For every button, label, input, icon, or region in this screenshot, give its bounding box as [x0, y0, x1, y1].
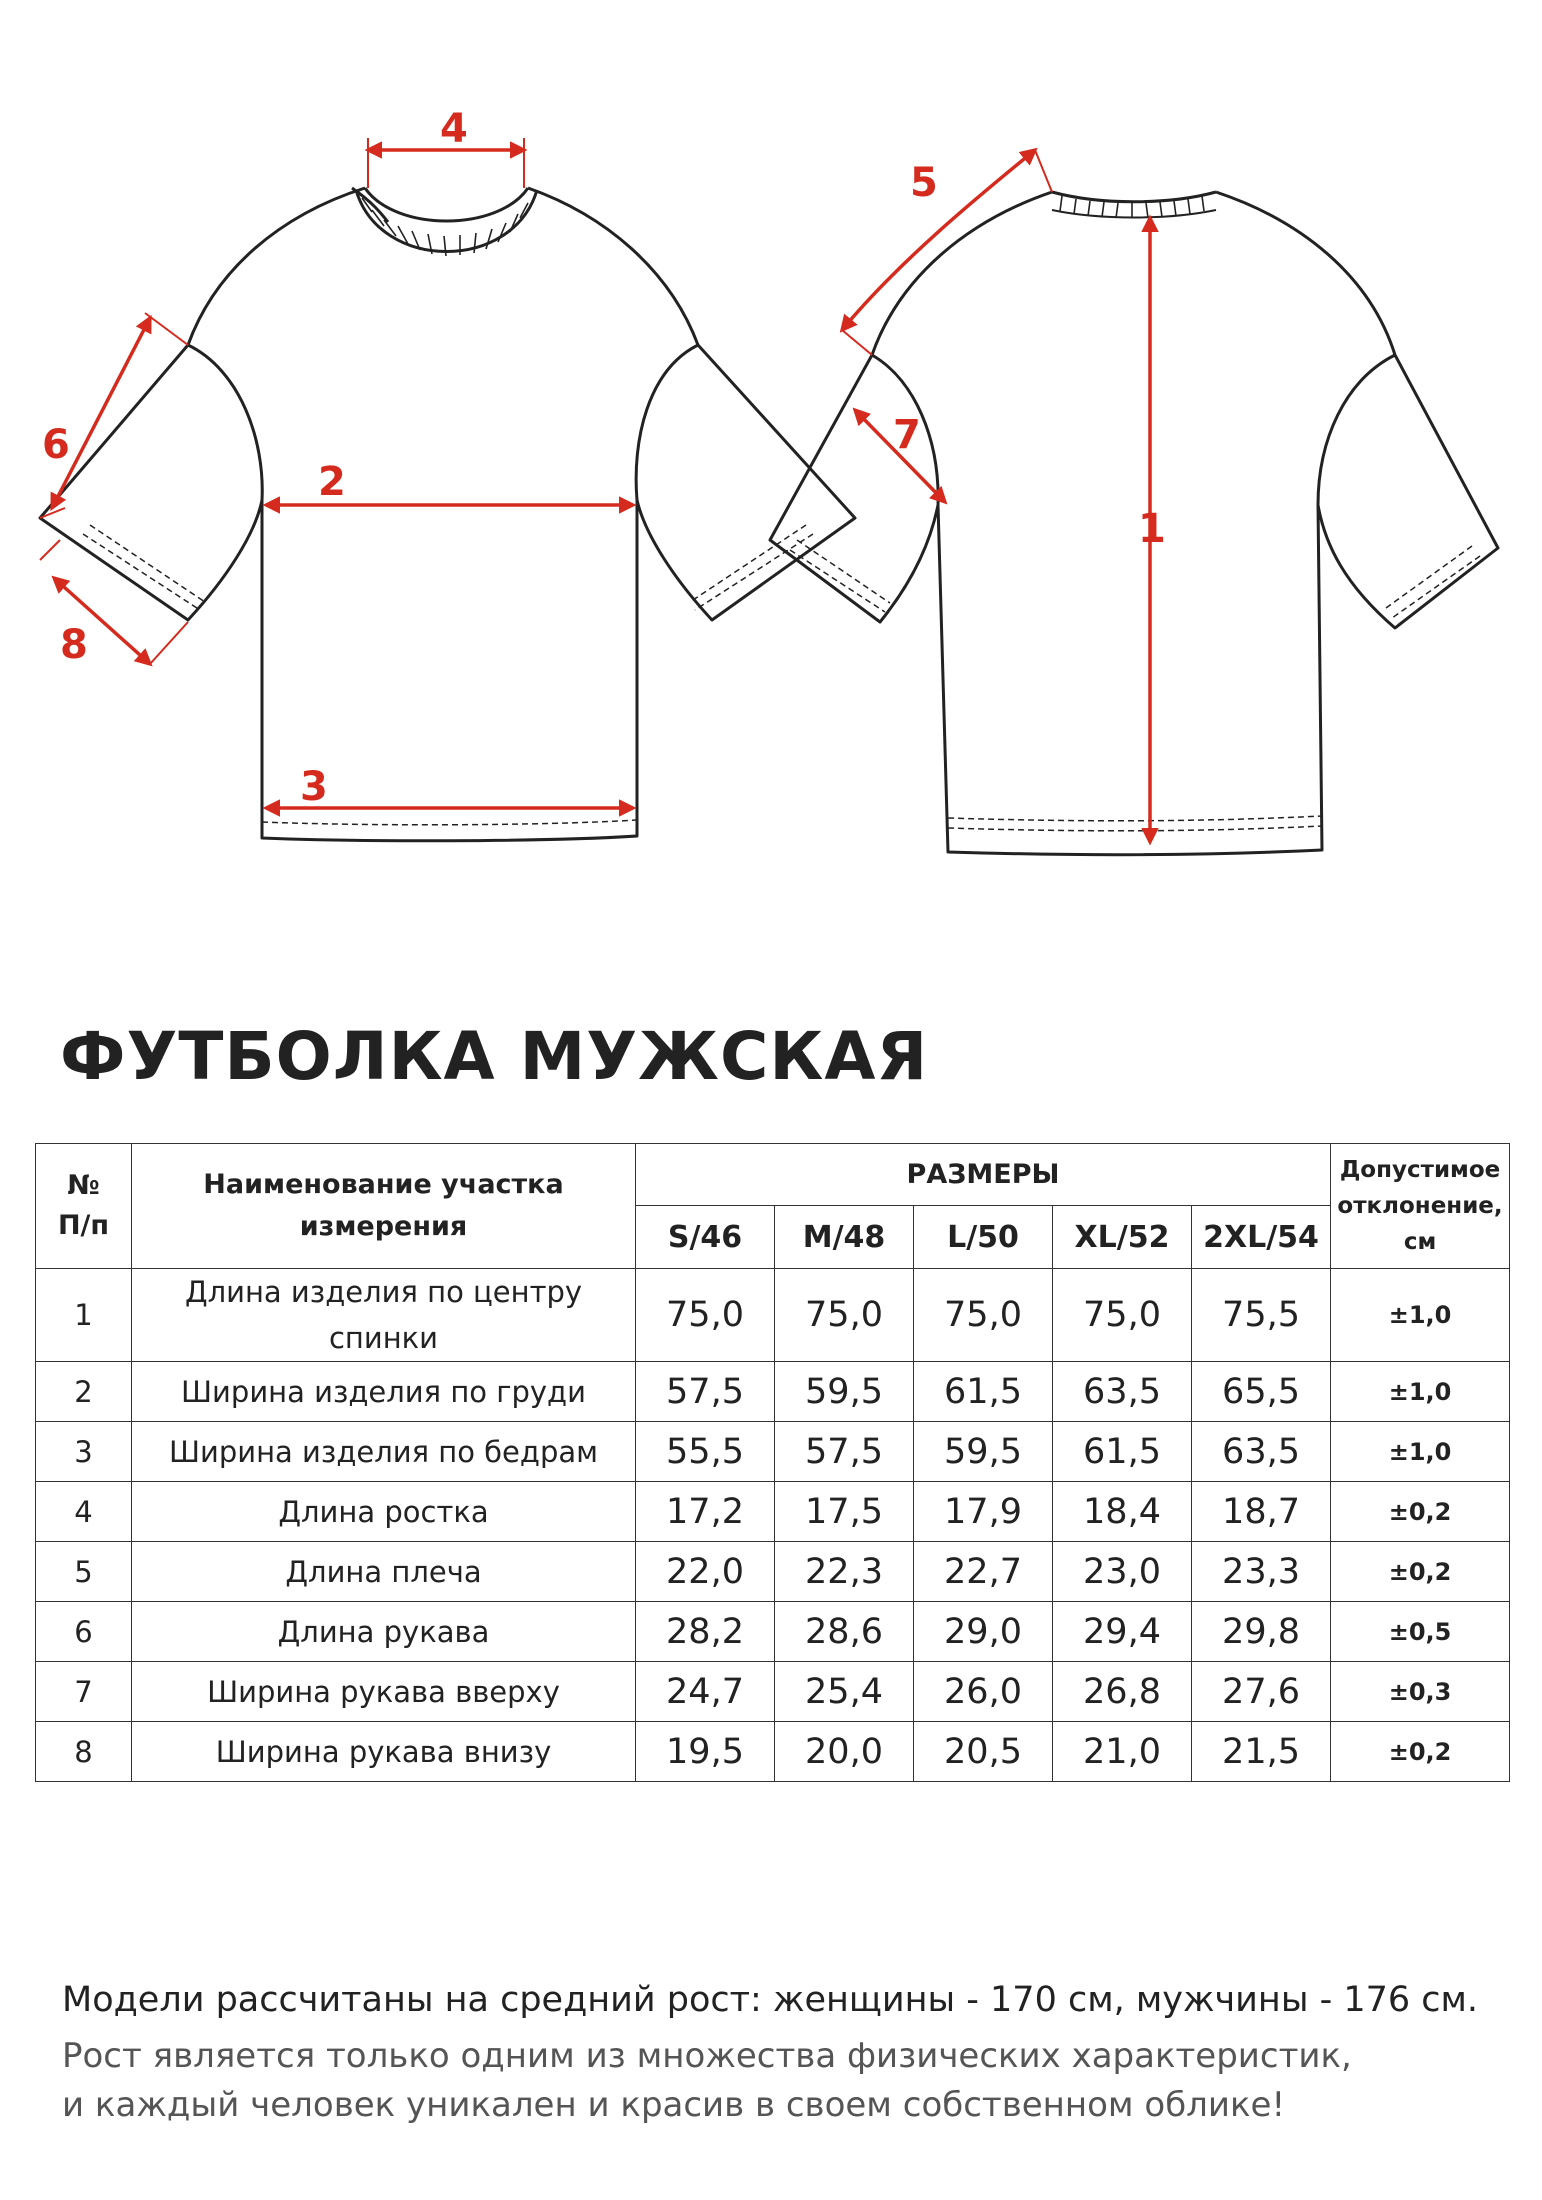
table-row	[36, 1662, 1510, 1722]
deviation-value: ±0,5	[1331, 1602, 1510, 1662]
size-value: 17,5	[775, 1482, 914, 1542]
row-number: 1	[36, 1269, 132, 1362]
measurement-name: Длина рукава	[132, 1602, 636, 1662]
size-value: 18,7	[1192, 1482, 1331, 1542]
size-value: 26,8	[1053, 1662, 1192, 1722]
size-value: 28,6	[775, 1602, 914, 1662]
size-value: 75,5	[1192, 1269, 1331, 1362]
measurement-name: Ширина рукава вверху	[132, 1662, 636, 1722]
size-value: 29,0	[914, 1602, 1053, 1662]
header-size: XL/52	[1053, 1206, 1192, 1269]
header-sizes-group: РАЗМЕРЫ	[636, 1144, 1331, 1206]
size-value: 26,0	[914, 1662, 1053, 1722]
size-value: 23,0	[1053, 1542, 1192, 1602]
size-value: 65,5	[1192, 1362, 1331, 1422]
deviation-value: ±0,2	[1331, 1482, 1510, 1542]
size-value: 17,9	[914, 1482, 1053, 1542]
measurement-name: Длина ростка	[132, 1482, 636, 1542]
size-value: 29,8	[1192, 1602, 1331, 1662]
size-value: 22,0	[636, 1542, 775, 1602]
deviation-value: ±1,0	[1331, 1362, 1510, 1422]
back-view	[770, 192, 1498, 855]
header-deviation: Допустимое отклонение, см	[1331, 1144, 1510, 1269]
size-value: 28,2	[636, 1602, 775, 1662]
deviation-value: ±0,2	[1331, 1542, 1510, 1602]
header-measurement-name: Наименование участка измерения	[132, 1144, 636, 1269]
row-number: 8	[36, 1722, 132, 1782]
size-value: 21,5	[1192, 1722, 1331, 1782]
table-row	[36, 1269, 1510, 1362]
size-value: 23,3	[1192, 1542, 1331, 1602]
size-value: 75,0	[636, 1269, 775, 1362]
measurement-name: Ширина рукава внизу	[132, 1722, 636, 1782]
measurement-label-4: 4	[440, 106, 468, 152]
header-size: M/48	[775, 1206, 914, 1269]
measurement-label-3: 3	[300, 764, 328, 810]
table-header-row	[36, 1144, 1510, 1206]
table-row	[36, 1482, 1510, 1542]
deviation-value: ±1,0	[1331, 1422, 1510, 1482]
row-number: 5	[36, 1542, 132, 1602]
size-value: 19,5	[636, 1722, 775, 1782]
size-value: 57,5	[775, 1422, 914, 1482]
measurement-name: Ширина изделия по груди	[132, 1362, 636, 1422]
measurement-label-7: 7	[893, 412, 921, 458]
row-number: 7	[36, 1662, 132, 1722]
size-chart-table	[35, 1143, 1510, 1782]
table-row	[36, 1722, 1510, 1782]
measurement-name: Длина плеча	[132, 1542, 636, 1602]
measurement-label-8: 8	[60, 622, 88, 668]
disclaimer-note: Рост является только одним из множества физических характеристик, и каждый человек уникален и красив в своем собственном облике!	[62, 2036, 1352, 2125]
measurement-label-6: 6	[42, 422, 70, 468]
size-value: 59,5	[914, 1422, 1053, 1482]
size-value: 17,2	[636, 1482, 775, 1542]
measurement-name: Ширина изделия по бедрам	[132, 1422, 636, 1482]
table-row	[36, 1542, 1510, 1602]
size-value: 21,0	[1053, 1722, 1192, 1782]
size-value: 29,4	[1053, 1602, 1192, 1662]
size-value: 55,5	[636, 1422, 775, 1482]
size-value: 63,5	[1053, 1362, 1192, 1422]
table-row	[36, 1422, 1510, 1482]
row-number: 4	[36, 1482, 132, 1542]
measurement-name: Длина изделия по центру спинки	[132, 1269, 636, 1362]
size-value: 24,7	[636, 1662, 775, 1722]
size-value: 57,5	[636, 1362, 775, 1422]
size-value: 75,0	[775, 1269, 914, 1362]
table-row	[36, 1362, 1510, 1422]
size-value: 59,5	[775, 1362, 914, 1422]
front-view	[40, 188, 855, 841]
row-number: 2	[36, 1362, 132, 1422]
deviation-value: ±1,0	[1331, 1269, 1510, 1362]
measurement-label-5: 5	[910, 160, 938, 206]
size-value: 22,3	[775, 1542, 914, 1602]
header-size: 2XL/54	[1192, 1206, 1331, 1269]
size-value: 27,6	[1192, 1662, 1331, 1722]
header-size: L/50	[914, 1206, 1053, 1269]
table-row	[36, 1602, 1510, 1662]
size-value: 25,4	[775, 1662, 914, 1722]
measurement-label-2: 2	[318, 459, 346, 505]
size-value: 61,5	[914, 1362, 1053, 1422]
measurement-arrows	[40, 138, 1150, 842]
size-value: 75,0	[1053, 1269, 1192, 1362]
size-value: 20,5	[914, 1722, 1053, 1782]
size-value: 20,0	[775, 1722, 914, 1782]
row-number: 6	[36, 1602, 132, 1662]
size-value: 75,0	[914, 1269, 1053, 1362]
size-value: 61,5	[1053, 1422, 1192, 1482]
deviation-value: ±0,3	[1331, 1662, 1510, 1722]
height-note: Модели рассчитаны на средний рост: женщины - 170 см, мужчины - 176 см.	[62, 1980, 1479, 2020]
measurement-label-1: 1	[1138, 506, 1166, 552]
table-body	[36, 1269, 1510, 1782]
size-value: 63,5	[1192, 1422, 1331, 1482]
size-value: 22,7	[914, 1542, 1053, 1602]
garment-diagram	[0, 0, 1542, 900]
size-value: 18,4	[1053, 1482, 1192, 1542]
page-title: ФУТБОЛКА МУЖСКАЯ	[60, 1018, 929, 1095]
deviation-value: ±0,2	[1331, 1722, 1510, 1782]
header-number: № П/п	[36, 1144, 132, 1269]
row-number: 3	[36, 1422, 132, 1482]
header-size: S/46	[636, 1206, 775, 1269]
